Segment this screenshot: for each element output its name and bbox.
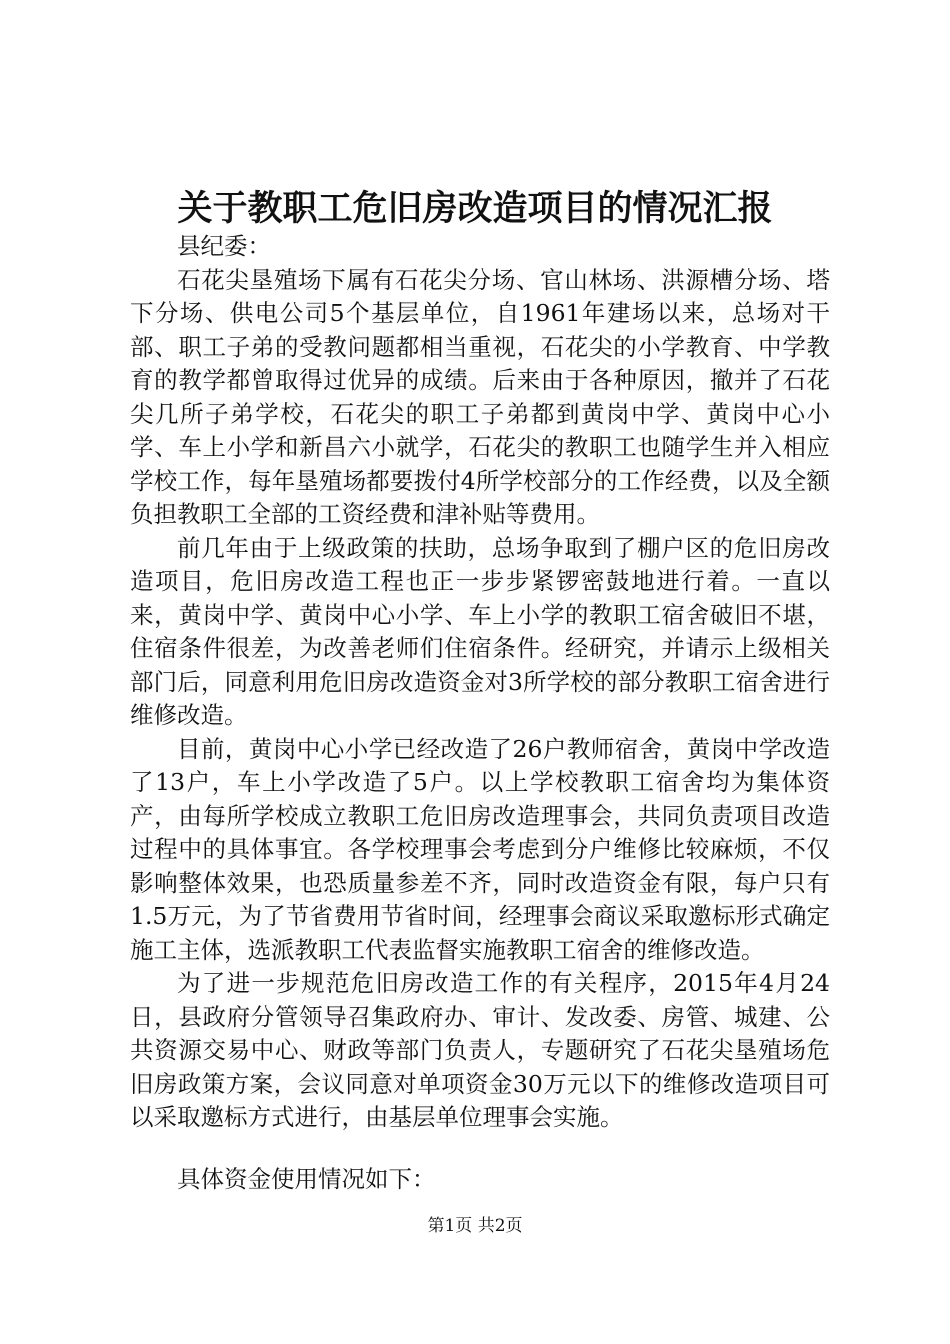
blank-line (130, 1135, 830, 1163)
document-body (130, 230, 830, 1196)
closing-line: 具体资金使用情况如下： (177, 1164, 436, 1193)
paragraph-2: 前几年由于上级政策的扶助，总场争取到了棚户区的危旧房改造项目，危旧房改造工程也正一步步紧锣密鼓地进行着。一直以来，黄岗中学、黄岗中心小学、车上小学的教职工宿舍破旧不堪，住宿条件很差，为改善老师们住宿条件。经研究，并请示上级相关部门后，同意利用危旧房改造资金对3所学校的部分教职工宿舍进行维修改造。 (130, 533, 830, 729)
page-footer: 第1页 共2页 (427, 1216, 523, 1236)
document-title: 关于教职工危旧房改造项目的情况汇报 (177, 188, 773, 229)
paragraph-1: 石花尖垦殖场下属有石花尖分场、官山林场、洪源槽分场、塔下分场、供电公司5个基层单位，自1961年建场以来，总场对干部、职工子弟的受教问题都相当重视，石花尖的小学教育、中学教育的教学都曾取得过优异的成绩。后来由于各种原因，撤并了石花尖几所子弟学校，石花尖的职工子弟都到黄岗中学、黄岗中心小学、车上小学和新昌六小就学，石花尖的教职工也随学生并入相应学校工作，每年垦殖场都要拨付4所学校部分的工作经费，以及全额负担教职工全部的工资经费和津补贴等费用。 (130, 265, 830, 528)
paragraph-4: 为了进一步规范危旧房改造工作的有关程序，2015年4月24日，县政府分管领导召集政府办、审计、发改委、房管、城建、公共资源交易中心、财政等部门负责人，专题研究了石花尖垦殖场危旧房政策方案，会议同意对单项资金30万元以下的维修改造项目可以采取邀标方式进行，由基层单位理事会实施。 (130, 969, 830, 1131)
salutation: 县纪委： (177, 232, 271, 260)
paragraph-3: 目前，黄岗中心小学已经改造了26户教师宿舍，黄岗中学改造了13户，车上小学改造了5户。以上学校教职工宿舍均为集体资产，由每所学校成立教职工危旧房改造理事会，共同负责项目改造过程中的具体事宜。各学校理事会考虑到分户维修比较麻烦，不仅影响整体效果，也恐质量参差不齐，同时改造资金有限，每户只有1.5万元，为了节省费用节省时间，经理事会商议采取邀标形式确定施工主体，选派教职工代表监督实施教职工宿舍的维修改造。 (130, 734, 830, 964)
